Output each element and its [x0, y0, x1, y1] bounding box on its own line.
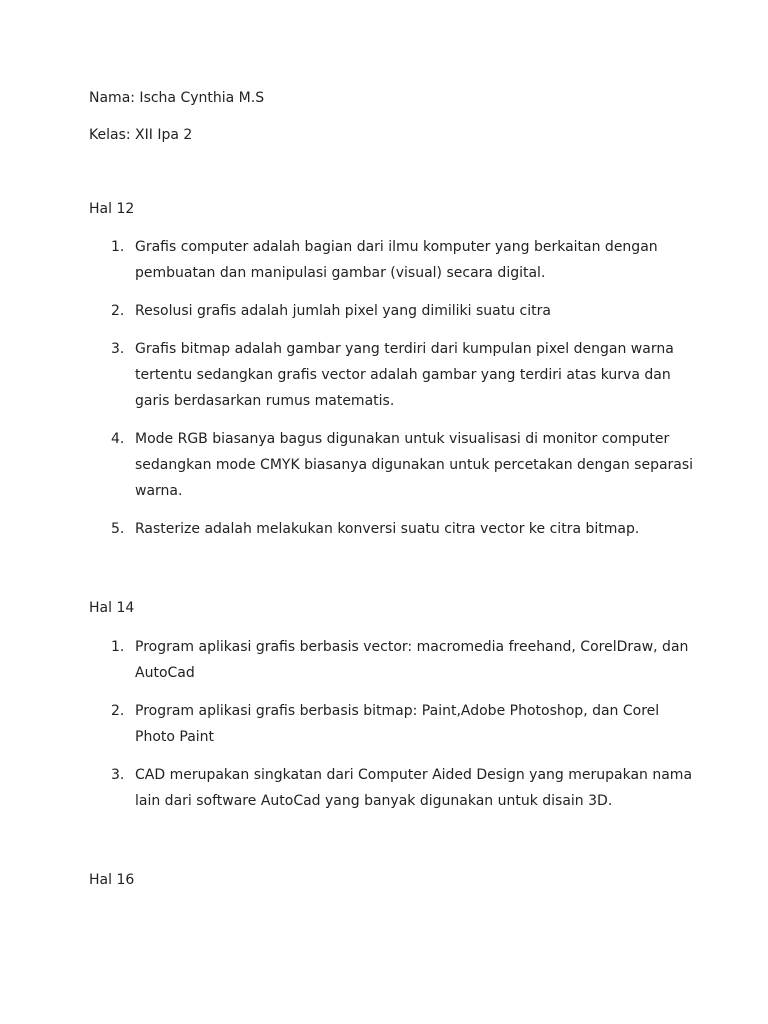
list-item [89, 698, 695, 750]
list-item-text: Rasterize adalah melakukan konversi suatu citra vector ke citra bitmap. [135, 521, 640, 537]
list-item-text: Grafis bitmap adalah gambar yang terdiri dari kumpulan pixel dengan warna tertentu sedangkan grafis vector adalah gambar yang terdiri atas kurva dan garis berdasarkan rumus matematis. [135, 341, 674, 409]
list-item-number: 2. [111, 303, 125, 319]
list-item [89, 516, 695, 542]
list-item-text: Grafis computer adalah bagian dari ilmu komputer yang berkaitan dengan pembuatan dan manipulasi gambar (visual) secara digital. [135, 239, 658, 281]
list-item [89, 634, 695, 686]
list-item-text: Program aplikasi grafis berbasis vector: macromedia freehand, CorelDraw, dan AutoCad [135, 639, 689, 681]
section-heading-hal-12: Hal 12 [89, 201, 135, 217]
list-item [89, 762, 695, 814]
student-class: Kelas: XII Ipa 2 [89, 127, 193, 143]
list-item-number: 2. [111, 703, 125, 719]
section-heading-hal-16: Hal 16 [89, 872, 135, 888]
list-item-number: 3. [111, 341, 125, 357]
section-heading-hal-14: Hal 14 [89, 600, 135, 616]
list-item-text: Mode RGB biasanya bagus digunakan untuk visualisasi di monitor computer sedangkan mode CMYK biasanya digunakan untuk percetakan dengan separasi warna. [135, 431, 694, 499]
list-item-number: 3. [111, 767, 125, 783]
list-item [89, 298, 695, 324]
list-item-text: CAD merupakan singkatan dari Computer Aided Design yang merupakan nama lain dari software AutoCad yang banyak digunakan untuk disain 3D. [135, 767, 693, 809]
list-item [89, 234, 695, 286]
student-name: Nama: Ischa Cynthia M.S [89, 90, 265, 106]
list-item [89, 336, 695, 414]
list-item-text: Program aplikasi grafis berbasis bitmap: Paint,Adobe Photoshop, dan Corel Photo Paint [135, 703, 660, 745]
list-item-number: 4. [111, 431, 125, 447]
list-item [89, 426, 695, 504]
list-item-number: 1. [111, 239, 125, 255]
section-hal-12-list [89, 234, 694, 554]
section-hal-14-list [89, 634, 693, 826]
list-item-number: 1. [111, 639, 125, 655]
list-item-text: Resolusi grafis adalah jumlah pixel yang dimiliki suatu citra [135, 303, 551, 319]
list-item-number: 5. [111, 521, 125, 537]
